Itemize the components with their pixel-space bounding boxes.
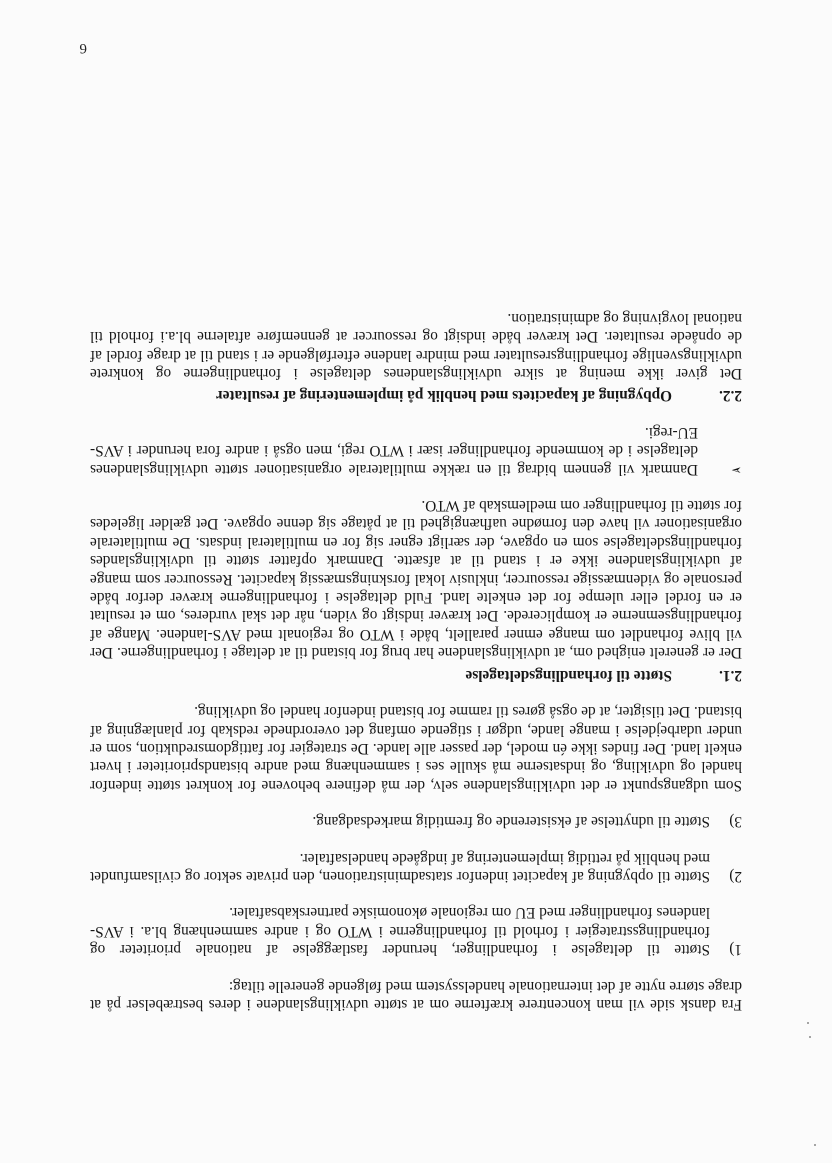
list-item-number: 3) [729,813,742,831]
intro-paragraph: Fra dansk side vil man koncentrere kræfterne om at støtte udviklingslandene i deres bestræbelser på at drage større nytte af det internationale handelssystem med følgende generelle tiltag: [90,977,742,1013]
list-item-number: 1) [729,941,742,959]
list-item-text: Støtte til deltagelse i forhandlinger, herunder fastlæggelse af nationale prioriteter og forhandlingsstrategier i forhold til forhandlingerne i WTO og i andre sammenhæng bl.a. i AVS-landenes forhandlinger med EU om regionale økonomiske partnerskabsaftaler. [90,904,710,959]
scan-specks [804,1018,820,1148]
bullet-text: Danmark vil gennem bidrag til en række multilaterale organisationer støtte udviklingslandenes deltagelse i de kommende forhandlinger især i WTO regi, men også i andre fora herunder i AVS-EU-regi. [90,423,698,478]
bullet-paragraph [90,422,742,477]
list-item-number: 2) [729,867,742,885]
document-body [90,290,742,1013]
section-2-1-paragraph: Der er generelt enighed om, at udviklingslandene har brug for bistand til at deltage i forhandlingerne. Der vil blive forhandlet om mange emner parallelt, både i WTO og regionalt med AVS-landene. Mange af forhandlingsemnerne er komplicerede. Det kræver indsigt og viden, når det skal vurderes, om et resultat er en fordel eller ulempe for det enkelte land. Fuld deltagelse i forhandlingerne kræver derfor både personale og videnmæssige ressourcer, inklusiv lokal forskningsmæssig kapacitet. Ressourcer som mange af udviklingslandene ikke er i stand til at afsætte. Danmark opfatter støtte til udviklingslandes forhandlingsdeltagelse som en opgave, der særligt egner sig for en multilateral indsats. De multilaterale organisationer vil have den fornødne uafhængighed til at påtage sig denne opgave. Det gælder ligeledes for støtte til forhandlinger om medlemskab af WTO. [90,497,742,662]
list-item-text: Støtte til opbygning af kapacitet indenfor statsadministrationen, den private sektor og civilsamfundet med henblik på rettidig implementering af indgåede handelsaftaler. [90,849,710,885]
support-list [90,812,742,958]
arrow-bullet-icon: ➢ [731,461,742,477]
section-title: Støtte til forhandlingsdeltagelse [465,666,672,684]
section-heading-2-2 [90,386,742,404]
list-item [90,903,742,958]
section-number: 2.2. [719,387,742,405]
page-number: 6 [79,40,87,56]
starting-point-paragraph: Som udgangspunkt er det udviklingslandene selv, der må definere behovene for konkret støtte indenfor handel og udvikling, og indsatserne må skulle ses i sammenhæng med andre bistandsprioriteter i hvert enkelt land. Der findes ikke én model, der passer alle lande. De strategier for fattigdomsreduktion, som er under udarbejdelse i mange lande, udgør i stigende omfang det overordnede redskab for planlægning af bistand. Det tilsigter, at de også gøres til ramme for bistand indenfor handel og udvikling. [90,703,742,794]
list-item-text: Støtte til udnyttelse af eksisterende og fremtidig markedsadgang. [312,813,710,831]
list-item [90,812,742,830]
section-heading-2-1 [90,665,742,683]
section-title: Opbygning af kapacitets med henblik på implementering af resultater [215,387,672,405]
section-2-2-paragraph: Det giver ikke mening at sikre udviklingslandenes deltagelse i forhandlingerne og konkrete udviklingsvenlige forhandlingsresultater med mindre landene efterfølgende er i stand til at drage fordel af de opnåede resultater. Det kræver både indsigt og ressourcer at gennemføre aftalerne bl.a.i forhold til national lovgivning og administration. [90,309,742,383]
section-number: 2.1. [719,666,742,684]
list-item [90,848,742,885]
